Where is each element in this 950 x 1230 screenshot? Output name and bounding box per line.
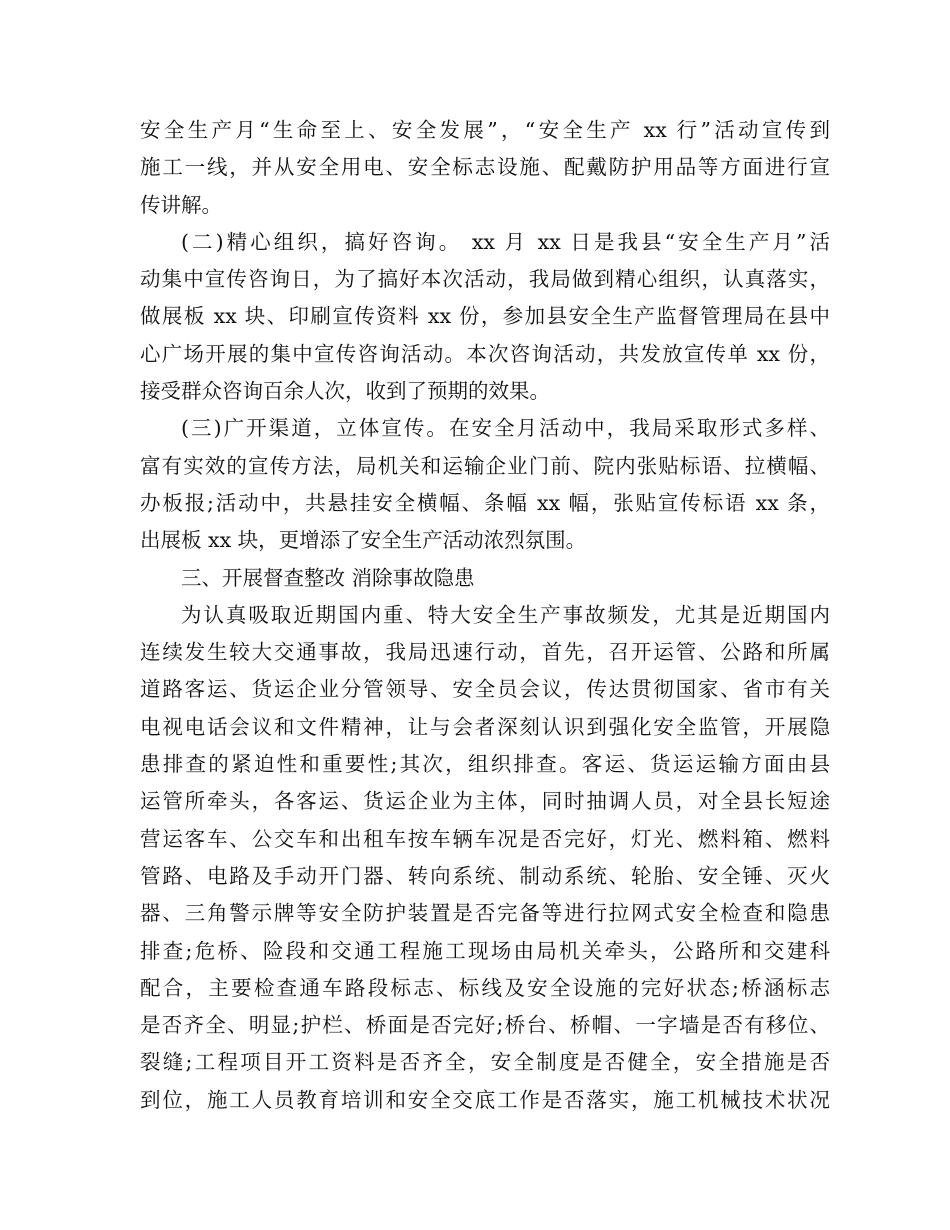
text-line-8: 接受群众咨询百余人次，收到了预期的效果。 bbox=[140, 379, 550, 404]
text-line-19: 运管所牵头，各客运、货运企业为主体，同时抽调人员，对全县长短途 bbox=[140, 789, 830, 814]
text-line-24: 配合，主要检查通车路段标志、标线及安全设施的完好状态;桥涵标志 bbox=[140, 975, 830, 1000]
text-line-25: 是否齐全、明显;护栏、桥面是否完好;桥台、桥帽、一字墙是否有移位、 bbox=[140, 1013, 830, 1038]
text-line-3: 传讲解。 bbox=[140, 192, 222, 217]
text-line-17: 电视电话会议和文件精神，让与会者深刻认识到强化安全监管，开展隐 bbox=[140, 714, 830, 739]
text-line-2: 施工一线，并从安全用电、安全标志设施、配戴防护用品等方面进行宣 bbox=[140, 155, 830, 180]
text-line-1: 安全生产月“生命至上、安全发展”，“安全生产 xx 行”活动宣传到 bbox=[140, 118, 830, 142]
text-line-6: 做展板 xx 块、印刷宣传资料 xx 份，参加县安全生产监督管理局在县中 bbox=[140, 304, 830, 329]
text-line-11: 办板报;活动中，共悬挂安全横幅、条幅 xx 幅，张贴宣传标语 xx 条， bbox=[140, 490, 830, 515]
text-line-7: 心广场开展的集中宣传咨询活动。本次咨询活动，共发放宣传单 xx 份， bbox=[140, 341, 830, 366]
text-line-21: 管路、电路及手动开门器、转向系统、制动系统、轮胎、安全锤、灭火 bbox=[140, 863, 830, 888]
text-line-4: (二)精心组织，搞好咨询。 xx 月 xx 日是我县“安全生产月”活 bbox=[181, 229, 830, 254]
document-body bbox=[140, 112, 830, 1119]
text-line-5: 动集中宣传咨询日，为了搞好本次活动，我局做到精心组织，认真落实， bbox=[140, 267, 830, 292]
text-line-14: 为认真吸取近期国内重、特大安全生产事故频发，尤其是近期国内 bbox=[181, 602, 830, 627]
text-line-12: 出展板 xx 块，更增添了安全生产活动浓烈氛围。 bbox=[140, 528, 587, 553]
text-line-16: 道路客运、货运企业分管领导、安全员会议，传达贯彻国家、省市有关 bbox=[140, 677, 830, 702]
text-line-15: 连续发生较大交通事故，我局迅速行动，首先，召开运管、公路和所属 bbox=[140, 640, 830, 665]
text-line-9: (三)广开渠道，立体宣传。在安全月活动中，我局采取形式多样、 bbox=[181, 416, 830, 441]
text-line-20: 营运客车、公交车和出租车按车辆车况是否完好，灯光、燃料箱、燃料 bbox=[140, 826, 830, 851]
text-line-23: 排查;危桥、险段和交通工程施工现场由局机关牵头，公路所和交建科 bbox=[140, 938, 830, 963]
text-line-18: 患排查的紧迫性和重要性;其次，组织排查。客运、货运运输方面由县 bbox=[140, 752, 830, 777]
text-line-27: 到位，施工人员教育培训和安全交底工作是否落实，施工机械技术状况 bbox=[140, 1087, 830, 1112]
text-line-22: 器、三角警示牌等安全防护装置是否完备等进行拉网式安全检查和隐患 bbox=[140, 901, 830, 926]
text-line-10: 富有实效的宣传方法，局机关和运输企业门前、院内张贴标语、拉横幅、 bbox=[140, 453, 830, 478]
text-line-26: 裂缝;工程项目开工资料是否齐全，安全制度是否健全，安全措施是否 bbox=[140, 1050, 830, 1075]
section-heading: 三、开展督查整改 消除事故隐患 bbox=[181, 565, 475, 590]
